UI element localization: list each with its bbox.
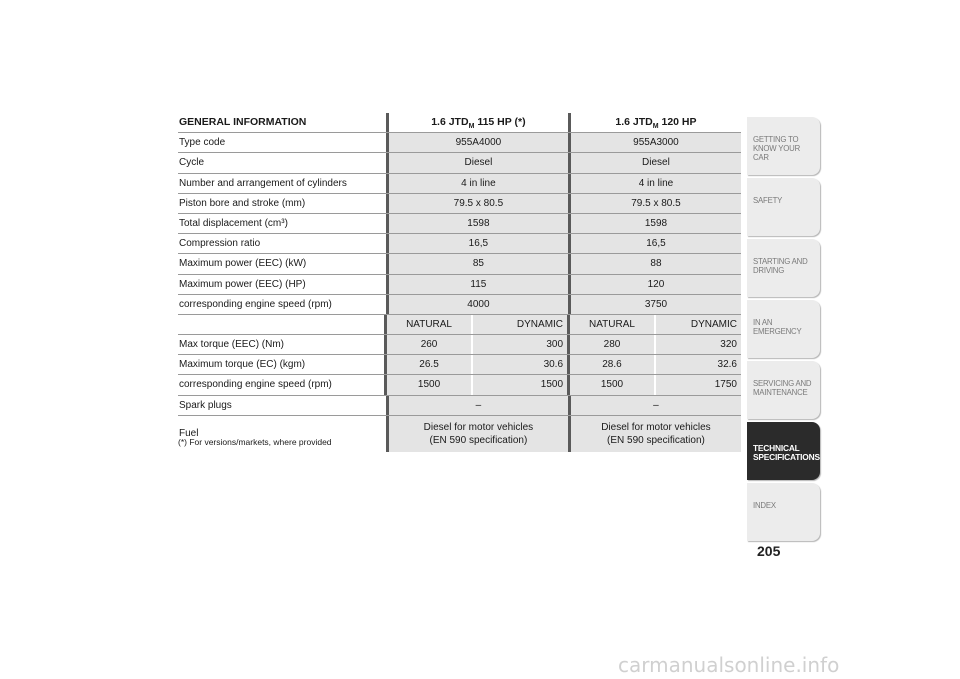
chapter-tabs (747, 117, 820, 544)
watermark: carmanualsonline.info (618, 653, 840, 677)
natural-label: NATURAL (387, 315, 471, 334)
table-row: Spark plugs – – (178, 396, 741, 416)
table-row: Cycle Diesel Diesel (178, 153, 741, 173)
tab-index[interactable]: INDEX (747, 483, 820, 541)
table-row: Maximum power (EEC) (kW) 85 88 (178, 254, 741, 274)
table-row: corresponding engine speed (rpm) 4000 3750 (178, 295, 741, 315)
natural-label: NATURAL (570, 315, 654, 334)
table-row: Fuel Diesel for motor vehicles (EN 590 specification) Diesel for motor vehicles (EN 590 specification) (178, 416, 741, 452)
table-row: Type code 955A4000 955A3000 (178, 133, 741, 153)
natural-dynamic-header (178, 315, 741, 335)
tab-technical-specifications[interactable]: TECHNICAL SPECIFICATIONS (747, 422, 820, 480)
table-row: Compression ratio 16,5 16,5 (178, 234, 741, 254)
tab-starting-driving[interactable]: STARTING AND DRIVING (747, 239, 820, 297)
tab-safety[interactable]: SAFETY (747, 178, 820, 236)
table-row: Maximum torque (EC) (kgm) 26.5 30.6 28.6 32.6 (178, 355, 741, 375)
page-number: 205 (757, 543, 781, 559)
header-col2: 1.6 $JTD_M$ 120 HP (615, 116, 697, 130)
table-row: Maximum power (EEC) (HP) 115 120 (178, 275, 741, 295)
table-row: Max torque (EEC) (Nm) 260 300 280 320 (178, 335, 741, 355)
dynamic-label: DYNAMIC (656, 315, 741, 334)
table-row: Number and arrangement of cylinders 4 in line 4 in line (178, 174, 741, 194)
table-row: Piston bore and stroke (mm) 79.5 x 80.5 79.5 x 80.5 (178, 194, 741, 214)
footnote: (*) For versions/markets, where provided (178, 437, 332, 447)
table-header (178, 113, 741, 133)
tab-getting-to-know[interactable]: GETTING TO KNOW YOUR CAR (747, 117, 820, 175)
table-row: corresponding engine speed (rpm) 1500 1500 1500 1750 (178, 375, 741, 395)
tab-emergency[interactable]: IN AN EMERGENCY (747, 300, 820, 358)
header-label: GENERAL INFORMATION (179, 116, 307, 128)
spec-table (178, 113, 741, 452)
dynamic-label: DYNAMIC (473, 315, 567, 334)
header-col1: 1.6 $JTD_M$ 115 HP (*) (431, 116, 526, 130)
tab-servicing[interactable]: SERVICING AND MAINTENANCE (747, 361, 820, 419)
table-row: Total displacement (cm³) 1598 1598 (178, 214, 741, 234)
